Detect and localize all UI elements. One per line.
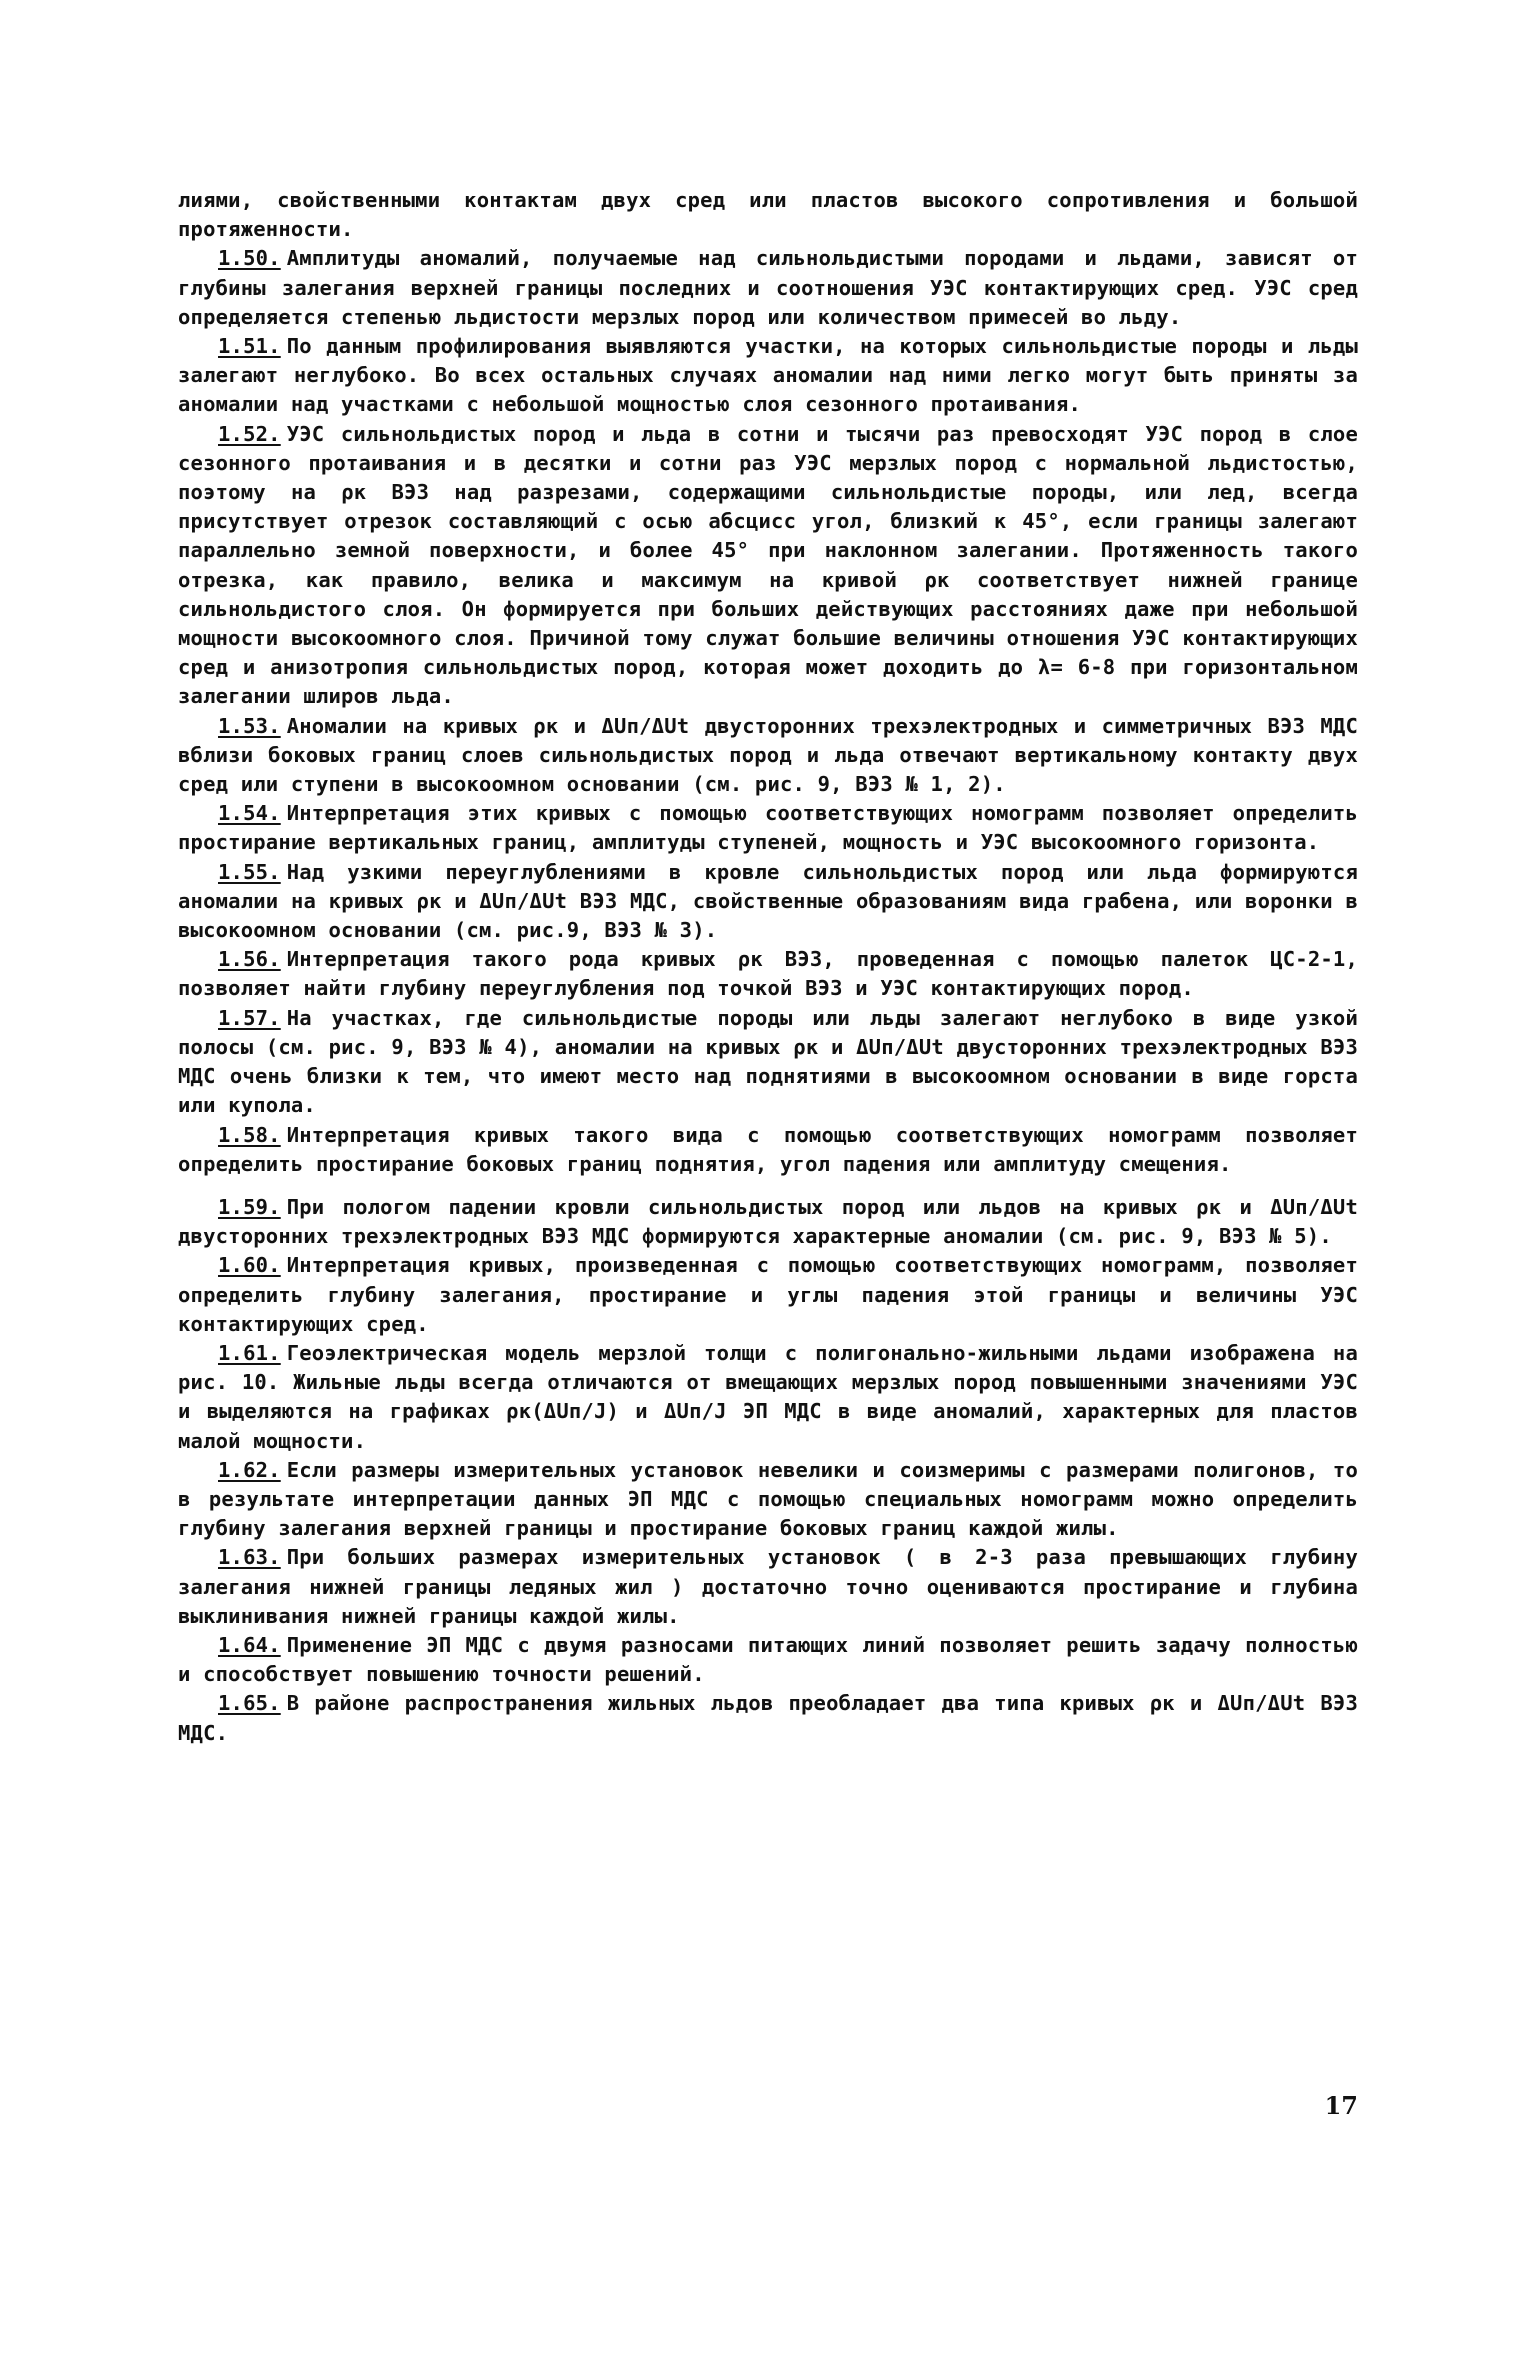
paragraph-number: 1.50. [218,246,281,271]
paragraph-number: 1.65. [218,1691,281,1716]
paragraph-1-53 [178,712,1358,800]
paragraph-1-50 [178,244,1358,332]
paragraph-1-59 [178,1193,1358,1251]
paragraph-text: На участках, где сильнольдистые породы или льды залегают неглубоко в виде узкой полосы (см. рис. 9, ВЭЗ № 4), аномалии на кривых ρк и ΔUп/ΔUt двусторонних трехэлектродных ВЭЗ МДС очень близки к тем, что имеют место над поднятиями в высокоомном основании в виде горста или купола. [178,1005,1358,1118]
paragraph-1-55 [178,858,1358,946]
paragraph-text: В районе распространения жильных льдов преобладает два типа кривых ρк и ΔUп/ΔUt ВЭЗ МДС. [178,1691,1358,1745]
paragraph-text: УЭС сильнольдистых пород и льда в сотни и тысячи раз превосходят УЭС пород в слое сезонного протаивания и в десятки и сотни раз УЭС мерзлых пород с нормальной льдистостью, поэтому на ρк ВЭЗ над разрезами, содержащими сильнольдистые породы, или лед, всегда присутствует отрезок составляющий с осью абсцисс угол, близкий к 45°, если границы залегают параллельно земной поверхности, и более 45° при наклонном залегании. Протяженность такого отрезка, как правило, велика и максимум на кривой ρк соответствует нижней границе сильнольдистого слоя. Он формируется при больших действующих расстояниях даже при небольшой мощности высокоомного слоя. Причиной тому служат большие величины отношения УЭС контактирующих сред и анизотропия сильнольдистых пород, которая может доходить до λ= 6-8 при горизонтальном залегании шлиров льда. [178,421,1358,709]
paragraph-1-58 [178,1121,1358,1179]
paragraph-number: 1.51. [218,334,281,359]
paragraph-text: При пологом падении кровли сильнольдистых пород или льдов на кривых ρк и ΔUп/ΔUt двусторонних трехэлектродных ВЭЗ МДС формируются характерные аномалии (см. рис. 9, ВЭЗ № 5). [178,1194,1358,1249]
paragraph-text: Амплитуды аномалий, получаемые над сильнольдистыми породами и льдами, зависят от глубины залегания верхней границы последних и соотношения УЭС контактирующих сред. УЭС сред определяется степенью льдистости мерзлых пород или количеством примесей во льду. [178,246,1358,329]
page-number: 17 [1324,2091,1358,2120]
paragraph-1-65 [178,1689,1358,1747]
paragraph-number: 1.53. [218,713,281,738]
paragraph-text: Если размеры измерительных установок невелики и соизмеримы с размерами полигонов, то в результате интерпретации данных ЭП МДС с помощью специальных номограмм можно определить глубину залегания верхней границы и простирание боковых границ каждой жилы. [178,1457,1358,1541]
paragraph-text: Над узкими переуглублениями в кровле сильнольдистых пород или льда формируются аномалии на кривых ρк и ΔUп/ΔUt ВЭЗ МДС, свойственные образованиям вида грабена, или воронки в высокоомном основании (см. рис.9, ВЭЗ № 3). [178,859,1358,943]
paragraph-text: Геоэлектрическая модель мерзлой толщи с полигонально-жильными льдами изображена на рис. 10. Жильные льды всегда отличаются от вмещающих мерзлых пород повышенными значениями УЭС и выделяются на графиках ρк(ΔUп/J) и ΔUп/J ЭП МДС в виде аномалий, характерных для пластов малой мощности. [178,1340,1358,1453]
paragraph-1-61 [178,1339,1358,1456]
paragraph-text: Интерпретация кривых такого вида с помощью соответствующих номограмм позволяет определить простирание боковых границ поднятия, угол падения или амплитуду смещения. [178,1122,1358,1176]
paragraph-text: Аномалии на кривых ρк и ΔUп/ΔUt двусторонних трехэлектродных и симметричных ВЭЗ МДС вблизи боковых границ слоев сильнольдистых пород и льда отвечают вертикальному контакту двух сред или ступени в высокоомном основании (см. рис. 9, ВЭЗ № 1, 2). [178,713,1358,797]
paragraph-1-54 [178,799,1358,857]
paragraph-text: При больших размерах измерительных установок ( в 2-3 раза превышающих глубину залегания нижней границы ледяных жил ) достаточно точно оцениваются простирание и глубина выклинивания нижней границы каждой жилы. [178,1545,1358,1628]
paragraph-number: 1.64. [218,1632,281,1657]
paragraph-text: По данным профилирования выявляются участки, на которых сильнольдистые породы и льды залегают неглубоко. Во всех остальных случаях аномалии над ними легко могут быть приняты за аномалии над участками с небольшой мощностью слоя сезонного протаивания. [178,334,1358,417]
paragraph-number: 1.61. [218,1340,281,1365]
paragraph-number: 1.62. [218,1457,281,1482]
document-page [178,186,1358,2226]
paragraph-1-52 [178,420,1358,712]
paragraph-number: 1.52. [218,421,281,446]
paragraph-1-60 [178,1251,1358,1339]
paragraph-1-63 [178,1543,1358,1631]
paragraph-number: 1.59. [218,1194,281,1219]
paragraph-text: Применение ЭП МДС с двумя разносами питающих линий позволяет решить задачу полностью и способствует повышению точности решений. [178,1632,1358,1687]
paragraph [178,186,1358,244]
paragraph-number: 1.56. [218,947,281,972]
paragraph-number: 1.54. [218,801,281,826]
paragraph-number: 1.55. [218,859,281,884]
paragraph-text: Интерпретация такого рода кривых ρк ВЭЗ, проведенная с помощью палеток ЦС-2-1, позволяет найти глубину переуглубления под точкой ВЭЗ и УЭС контактирующих пород. [178,947,1358,1001]
paragraph-number: 1.58. [218,1122,281,1147]
paragraph-text: лиями, свойственными контактам двух сред или пластов высокого сопротивления и большой протяженности. [178,188,1358,242]
paragraph-1-51 [178,332,1358,420]
paragraph-1-56 [178,945,1358,1003]
paragraph-1-57 [178,1004,1358,1121]
paragraph-1-62 [178,1456,1358,1544]
paragraph-1-64 [178,1631,1358,1689]
paragraph-number: 1.63. [218,1545,281,1570]
body-text [178,186,1358,1748]
paragraph-number: 1.60. [218,1253,281,1278]
paragraph-text: Интерпретация этих кривых с помощью соответствующих номограмм позволяет определить простирание вертикальных границ, амплитуды ступеней, мощность и УЭС высокоомного горизонта. [178,801,1358,855]
paragraph-number: 1.57. [218,1005,281,1030]
paragraph-text: Интерпретация кривых, произведенная с помощью соответствующих номограмм, позволяет определить глубину залегания, простирание и углы падения этой границы и величины УЭС контактирующих сред. [178,1253,1358,1336]
